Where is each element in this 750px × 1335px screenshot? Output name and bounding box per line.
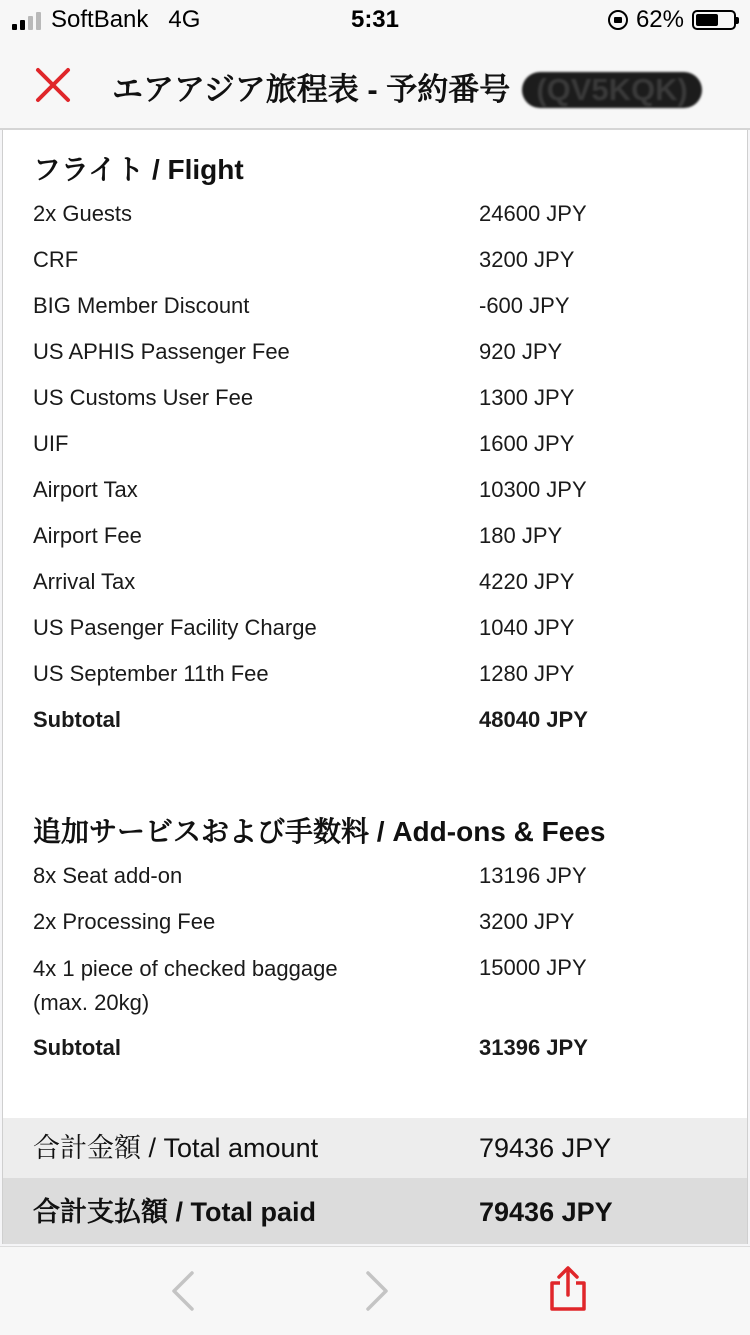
- row-label: 8x Seat add-on: [33, 863, 183, 888]
- total-paid-label: 合計支払額 / Total paid: [33, 1197, 316, 1227]
- share-icon: [548, 1265, 588, 1313]
- orientation-lock-icon: [608, 10, 628, 30]
- row-value: -600 JPY: [479, 293, 570, 318]
- battery-percent: 62%: [635, 6, 684, 33]
- subtotal-label: Subtotal: [33, 707, 121, 732]
- forward-chevron-icon: [356, 1269, 396, 1313]
- row-value: 3200 JPY: [479, 247, 575, 272]
- row-value: 1280 JPY: [479, 661, 575, 686]
- status-time: 5:31: [350, 6, 400, 33]
- total-amount-value: 79436 JPY: [479, 1133, 612, 1163]
- row-label: US APHIS Passenger Fee: [33, 339, 290, 364]
- total-amount-row: [3, 1118, 747, 1178]
- subtotal-value: 48040 JPY: [479, 707, 588, 732]
- total-paid-row: [3, 1178, 747, 1244]
- row-label: BIG Member Discount: [33, 293, 250, 318]
- row-label: US September 11th Fee: [33, 661, 269, 686]
- carrier-name: SoftBank: [51, 6, 149, 33]
- battery-fill: [696, 14, 718, 26]
- row-label: CRF: [33, 247, 79, 272]
- row-label: Airport Tax: [33, 477, 138, 502]
- row-value: 10300 JPY: [479, 477, 587, 502]
- row-value: 24600 JPY: [479, 201, 587, 226]
- subtotal-label: Subtotal: [33, 1035, 121, 1060]
- share-button[interactable]: [548, 1265, 588, 1313]
- flight-section-title: フライト / Flight: [33, 154, 244, 185]
- addon-row: [33, 952, 733, 1022]
- row-label-line1: 4x 1 piece of checked baggage: [33, 956, 338, 981]
- addons-section-title: 追加サービスおよび手数料 / Add-ons & Fees: [33, 816, 606, 847]
- forward-button[interactable]: [356, 1269, 396, 1313]
- total-paid-value: 79436 JPY: [479, 1197, 613, 1227]
- row-label: [33, 952, 453, 1020]
- row-label: US Customs User Fee: [33, 385, 254, 410]
- status-right: [608, 6, 736, 34]
- row-value: 4220 JPY: [479, 569, 575, 594]
- row-label: Arrival Tax: [33, 569, 136, 594]
- close-icon: [30, 62, 76, 108]
- row-label: 2x Guests: [33, 201, 133, 226]
- booking-reference: (QV5KQK): [522, 72, 702, 108]
- total-amount-label: 合計金額 / Total amount: [33, 1133, 319, 1163]
- page-title-text: エアアジア旅程表 - 予約番号: [112, 72, 511, 107]
- back-button[interactable]: [164, 1269, 204, 1313]
- subtotal-value: 31396 JPY: [479, 1035, 588, 1060]
- header: [0, 40, 750, 130]
- row-value: 180 JPY: [479, 523, 563, 548]
- back-chevron-icon: [164, 1269, 204, 1313]
- bottom-toolbar: [0, 1246, 750, 1335]
- row-value: 15000 JPY: [479, 955, 587, 980]
- close-button[interactable]: [30, 62, 76, 108]
- row-label: US Pasenger Facility Charge: [33, 615, 317, 640]
- row-value: 1600 JPY: [479, 431, 575, 456]
- row-value: 13196 JPY: [479, 863, 587, 888]
- network-type: 4G: [168, 6, 201, 33]
- battery-icon: [692, 10, 736, 30]
- row-label: 2x Processing Fee: [33, 909, 216, 934]
- page-title: [112, 64, 702, 109]
- row-value: 920 JPY: [479, 339, 563, 364]
- status-bar: [0, 0, 750, 40]
- row-label-line2: (max. 20kg): [33, 990, 150, 1015]
- row-value: 3200 JPY: [479, 909, 575, 934]
- row-label: UIF: [33, 431, 69, 456]
- row-value: 1040 JPY: [479, 615, 575, 640]
- row-value: 1300 JPY: [479, 385, 575, 410]
- itinerary-content: [2, 130, 748, 1244]
- row-label: Airport Fee: [33, 523, 142, 548]
